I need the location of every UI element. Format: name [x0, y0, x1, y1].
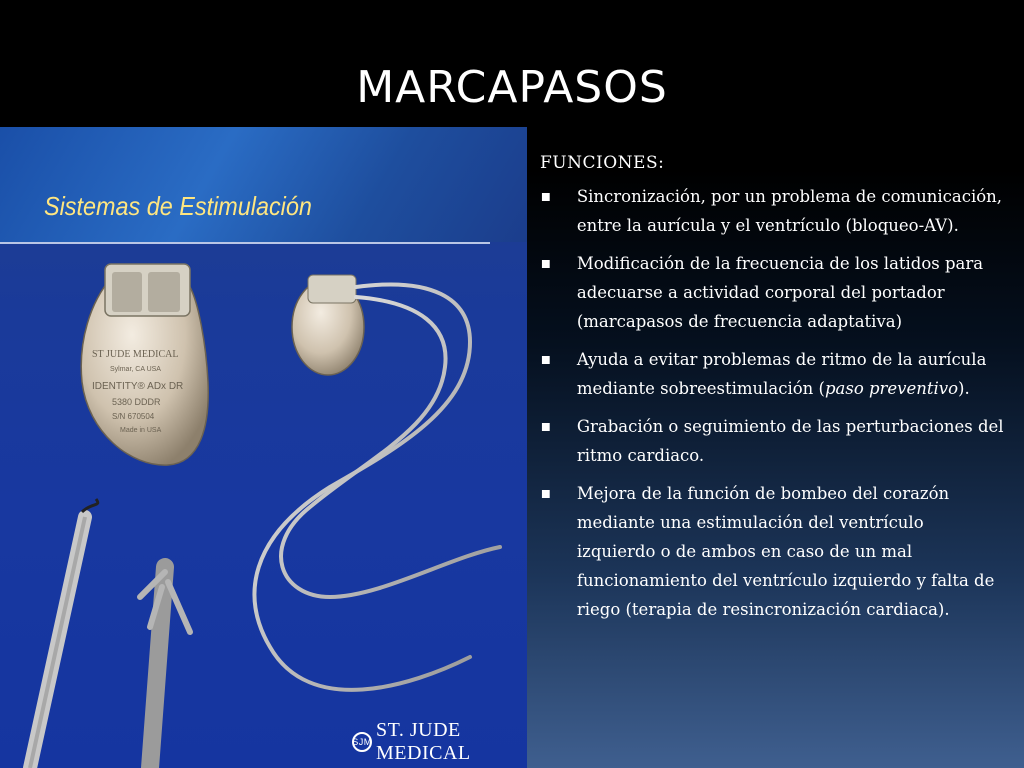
device-label-line: Made in USA	[120, 427, 162, 434]
pacemaker-leads	[254, 284, 500, 689]
bullet-square-icon	[542, 423, 550, 431]
list-item	[540, 413, 1004, 471]
st-jude-medical-logo	[352, 719, 527, 765]
device-label-line: ST JUDE MEDICAL	[92, 349, 179, 360]
bullet-text: Grabación o seguimiento de las perturbaciones del ritmo cardiaco.	[576, 417, 1004, 466]
bullet-square-icon	[542, 490, 550, 498]
bullet-square-icon	[542, 260, 550, 268]
device-label-line: IDENTITY® ADx DR	[92, 381, 184, 392]
functions-list	[540, 183, 1018, 625]
functions-heading: FUNCIONES:	[540, 153, 665, 173]
pacemaker-devices-illustration	[0, 127, 527, 768]
bullet-text-end: ).	[958, 379, 970, 399]
large-pacemaker	[81, 264, 208, 465]
functions-content	[540, 153, 1018, 634]
bullet-square-icon	[542, 193, 550, 201]
bullet-text-italic: paso preventivo	[824, 379, 959, 399]
device-label-line: S/N 670504	[112, 412, 155, 421]
small-pacemaker	[292, 275, 364, 375]
list-item	[540, 346, 1004, 404]
bullet-text: Modificación de la frecuencia de los latidos para adecuarse a actividad corporal del portador (marcapasos de frecuencia adaptativa)	[576, 254, 984, 332]
device-label-line: 5380 DDDR	[112, 397, 161, 407]
bullet-text: Mejora de la función de bombeo del corazón mediante una estimulación del ventrículo izquierdo o de ambos en caso de un mal funcionamiento del ventrículo izquierdo y falta de riego (terapia de resincronización cardiaca).	[576, 484, 995, 620]
bullet-text: Ayuda a evitar problemas de ritmo de la aurícula mediante sobreestimulación (	[576, 350, 987, 399]
device-label-line: Sylmar, CA USA	[110, 366, 161, 373]
screw-in-lead	[30, 499, 98, 768]
bullet-text: Sincronización, por un problema de comunicación, entre la aurícula y el ventrículo (bloqueo-AV).	[576, 187, 1003, 236]
tined-lead	[140, 567, 190, 768]
brand-logo-icon: SJM	[352, 732, 372, 752]
list-item	[540, 250, 1004, 337]
image-title: Sistemas de Estimulación	[44, 191, 312, 221]
bullet-square-icon	[542, 356, 550, 364]
brand-name: ST. JUDE MEDICAL	[376, 719, 471, 764]
list-item	[540, 480, 1004, 625]
list-item	[540, 183, 1004, 241]
pacemaker-image	[0, 127, 527, 768]
slide-title: MARCAPASOS	[356, 62, 668, 113]
